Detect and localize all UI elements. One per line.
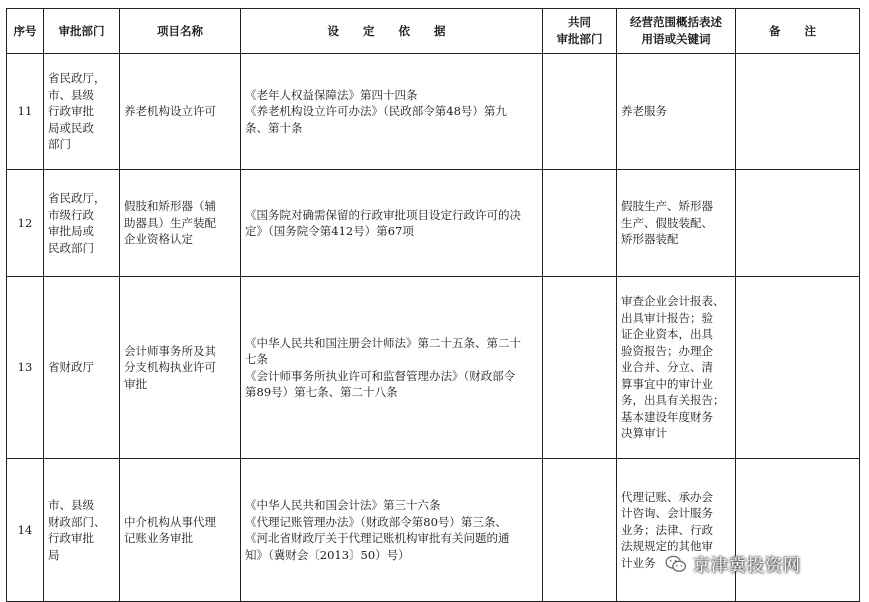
cell-remark <box>736 459 860 602</box>
cell-basis-line: 知》（冀财会〔2013〕50）号） <box>245 547 410 562</box>
table-body <box>7 54 860 602</box>
cell-remark <box>736 54 860 170</box>
cell-joint-dept <box>543 459 617 602</box>
cell-basis-line: 定》（国务院令第412号）第67项 <box>245 224 414 238</box>
cell-basis <box>241 277 543 459</box>
cell-project-name <box>120 459 241 602</box>
header-keywords-line: 用语或关键词 <box>641 32 711 46</box>
cell-dept-line: 行政审批 <box>48 531 94 545</box>
cell-keywords <box>617 277 736 459</box>
cell-keywords-line: 业合并、分立、清 <box>621 360 713 375</box>
header-joint-line: 审批部门 <box>556 32 603 46</box>
cell-project-name-line: 中介机构从事代理 <box>124 514 216 529</box>
table-row <box>7 54 860 170</box>
cell-remark <box>736 170 860 277</box>
cell-dept <box>44 170 120 277</box>
cell-basis-line: 《老年人权益保障法》第四十四条 <box>245 87 418 102</box>
cell-keywords-line: 决算审计 <box>621 426 667 441</box>
cell-project-name <box>120 277 241 459</box>
cell-keywords <box>617 54 736 170</box>
cell-project-name-line: 助器具）生产装配 <box>124 215 216 230</box>
cell-dept <box>44 459 120 602</box>
cell-keywords-line: 验资报告；办理企 <box>621 343 713 358</box>
cell-keywords-line: 算事宜中的审计业 <box>621 376 713 391</box>
cell-project-name-line: 记账业务审批 <box>124 531 193 545</box>
watermark <box>665 551 801 576</box>
header-basis: 设 定 依 据 <box>241 9 543 54</box>
cell-seq: 11 <box>7 54 44 170</box>
cell-basis <box>241 54 543 170</box>
cell-keywords-line: 矫形器装配 <box>621 232 679 247</box>
cell-basis-line: 《会计师事务所执业许可和监督管理办法》（财政部令 <box>245 368 516 383</box>
cell-keywords-line: 法规规定的其他审 <box>621 539 713 554</box>
cell-dept-line: 财政部门、 <box>48 514 106 529</box>
cell-project-name-line: 假肢和矫形器（辅 <box>124 199 216 214</box>
cell-keywords-line: 业务；法律、行政 <box>621 522 713 537</box>
cell-basis-line: 《中华人民共和国会计法》第三十六条 <box>245 498 441 512</box>
cell-project-name-line: 分支机构执业许可 <box>124 360 216 375</box>
cell-project-name-line: 会计师事务所及其 <box>124 343 216 358</box>
cell-basis-line: 《代理记账管理办法》（财政部令第80号）第三条、 <box>245 514 507 529</box>
cell-keywords-line: 生产、假肢装配、 <box>621 215 713 230</box>
table-row <box>7 170 860 277</box>
cell-dept-line: 局 <box>48 547 60 562</box>
header-remark: 备 注 <box>736 9 860 54</box>
cell-basis-line: 第89号）第七条、第二十八条 <box>245 385 398 399</box>
cell-joint-dept <box>543 54 617 170</box>
header-keywords <box>617 9 736 54</box>
cell-dept-line: 市级行政 <box>48 207 94 222</box>
header-keywords-line: 经营范围概括表述 <box>630 15 722 29</box>
cell-dept-line: 行政审批 <box>48 104 94 119</box>
cell-keywords-line: 计业务 <box>621 555 656 570</box>
header-seq: 序号 <box>7 9 44 54</box>
cell-basis <box>241 170 543 277</box>
cell-seq: 12 <box>7 170 44 277</box>
table-row <box>7 277 860 459</box>
approval-table <box>6 8 860 602</box>
cell-keywords-line: 出具审计报告；验 <box>621 310 713 325</box>
cell-keywords-line: 假肢生产、矫形器 <box>621 199 713 214</box>
cell-basis-line: 七条 <box>245 352 268 366</box>
cell-keywords-line: 养老服务 <box>621 104 667 119</box>
cell-basis <box>241 459 543 602</box>
cell-keywords <box>617 459 736 602</box>
cell-dept-line: 市、县级 <box>48 87 94 102</box>
cell-joint-dept <box>543 277 617 459</box>
cell-project-name-line: 养老机构设立许可 <box>124 104 216 119</box>
cell-dept-line: 部门 <box>48 137 71 152</box>
cell-remark <box>736 277 860 459</box>
cell-keywords-line: 计咨询、会计服务 <box>621 506 713 521</box>
header-joint-line: 共同 <box>568 15 591 29</box>
cell-basis-line: 《河北省财政厅关于代理记账机构审批有关问题的通 <box>245 531 510 545</box>
cell-dept-line: 市、县级 <box>48 498 94 512</box>
cell-dept-line: 审批局或 <box>48 224 94 238</box>
header-row <box>7 9 860 54</box>
cell-dept-line: 民政部门 <box>48 240 94 255</box>
cell-basis-line: 《国务院对确需保留的行政审批项目设定行政许可的决 <box>245 207 521 222</box>
cell-keywords-line: 审查企业会计报表、 <box>621 294 725 309</box>
cell-dept-line: 局或民政 <box>48 120 94 135</box>
wechat-icon <box>665 555 687 573</box>
cell-keywords <box>617 170 736 277</box>
cell-project-name <box>120 170 241 277</box>
cell-basis-line: 《养老机构设立许可办法》（民政部令第48号）第九 <box>245 104 507 119</box>
cell-keywords-line: 证企业资本，出具 <box>621 327 713 342</box>
header-joint <box>543 9 617 54</box>
cell-keywords-line: 务，出具有关报告； <box>621 393 725 408</box>
header-name: 项目名称 <box>120 9 241 54</box>
cell-dept <box>44 54 120 170</box>
cell-dept-line: 省财政厅 <box>48 360 94 375</box>
cell-project-name-line: 审批 <box>124 376 147 391</box>
cell-project-name-line: 企业资格认定 <box>124 232 193 247</box>
cell-seq: 13 <box>7 277 44 459</box>
cell-dept-line: 省民政厅， <box>48 71 106 86</box>
cell-joint-dept <box>543 170 617 277</box>
cell-seq: 14 <box>7 459 44 602</box>
header-dept: 审批部门 <box>44 9 120 54</box>
cell-dept <box>44 277 120 459</box>
cell-basis-line: 《中华人民共和国注册会计师法》第二十五条、第二十 <box>245 335 521 350</box>
cell-dept-line: 省民政厅， <box>48 191 106 205</box>
watermark-text: 京津冀投资网 <box>693 556 801 576</box>
table-row <box>7 459 860 602</box>
cell-basis-line: 条、第十条 <box>245 120 303 135</box>
cell-keywords-line: 代理记账、承办会 <box>621 489 713 504</box>
cell-project-name <box>120 54 241 170</box>
cell-keywords-line: 基本建设年度财务 <box>621 409 713 424</box>
